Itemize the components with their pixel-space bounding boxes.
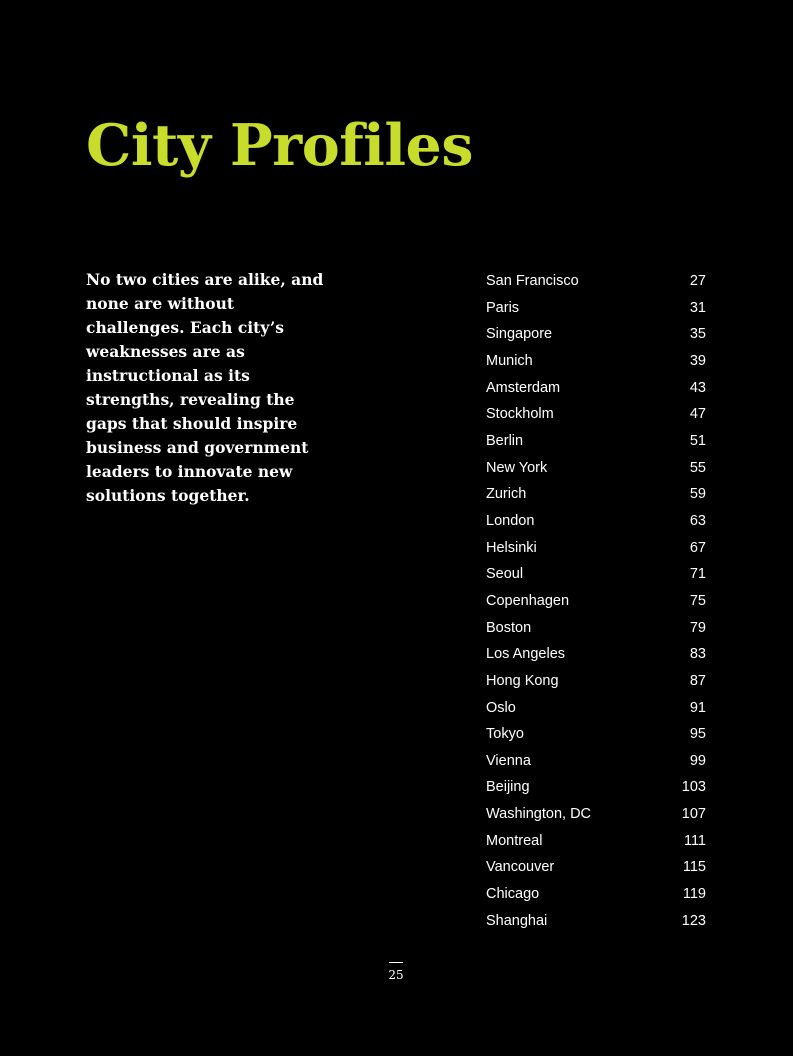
city-index xyxy=(486,268,706,934)
toc-page-number: 115 xyxy=(682,859,706,876)
toc-entry[interactable] xyxy=(486,348,706,375)
toc-page-number: 67 xyxy=(689,539,706,556)
toc-page-number: 103 xyxy=(681,779,706,796)
toc-page-number: 55 xyxy=(689,459,706,476)
toc-entry[interactable] xyxy=(486,615,706,642)
toc-entry[interactable] xyxy=(486,774,706,801)
toc-entry[interactable] xyxy=(486,321,706,348)
toc-city-name: Munich xyxy=(486,352,533,369)
toc-page-number: 31 xyxy=(689,299,706,316)
toc-city-name: New York xyxy=(486,459,548,476)
toc-city-name: Chicago xyxy=(486,886,540,903)
toc-city-name: Oslo xyxy=(486,699,516,716)
toc-entry[interactable] xyxy=(486,668,706,695)
toc-entry[interactable] xyxy=(486,268,706,295)
toc-city-name: Hong Kong xyxy=(486,672,559,689)
page-title: City Profiles xyxy=(86,112,473,179)
toc-entry[interactable] xyxy=(486,854,706,881)
toc-city-name: Copenhagen xyxy=(486,592,570,609)
toc-entry[interactable] xyxy=(486,641,706,668)
toc-city-name: Vienna xyxy=(486,752,531,769)
toc-entry[interactable] xyxy=(486,401,706,428)
toc-entry[interactable] xyxy=(486,828,706,855)
toc-page-number: 27 xyxy=(689,273,706,289)
toc-city-name: Tokyo xyxy=(486,726,524,743)
toc-page-number: 75 xyxy=(689,592,706,609)
toc-page-number: 119 xyxy=(682,886,706,903)
toc-page-number: 79 xyxy=(689,619,706,636)
toc-city-name: Zurich xyxy=(486,486,527,503)
toc-page-number: 39 xyxy=(689,352,706,369)
toc-city-name: Singapore xyxy=(486,326,553,343)
toc-entry[interactable] xyxy=(486,481,706,508)
toc-page-number: 51 xyxy=(689,432,706,449)
toc-city-name: Amsterdam xyxy=(486,379,561,396)
toc-entry[interactable] xyxy=(486,881,706,908)
toc-entry[interactable] xyxy=(486,561,706,588)
toc-page-number: 71 xyxy=(689,566,706,583)
toc-city-name: San Francisco xyxy=(486,273,579,289)
toc-city-name: Paris xyxy=(486,299,520,316)
toc-page-number: 123 xyxy=(681,912,706,929)
toc-page-number: 95 xyxy=(689,726,706,743)
toc-page-number: 35 xyxy=(689,326,706,343)
toc-page-number: 47 xyxy=(689,406,706,423)
toc-entry[interactable] xyxy=(486,588,706,615)
toc-page-number: 99 xyxy=(689,752,706,769)
toc-city-name: Los Angeles xyxy=(486,646,566,663)
toc-city-name: Berlin xyxy=(486,432,524,449)
page-number: 25 xyxy=(388,968,404,982)
toc-page-number: 59 xyxy=(689,486,706,503)
toc-entry[interactable] xyxy=(486,295,706,322)
toc-entry[interactable] xyxy=(486,721,706,748)
toc-page-number: 63 xyxy=(689,512,706,529)
toc-city-name: Beijing xyxy=(486,779,530,796)
toc-page-number: 43 xyxy=(689,379,706,396)
toc-city-name: Shanghai xyxy=(486,912,548,929)
toc-city-name: Stockholm xyxy=(486,406,554,423)
toc-city-name: Seoul xyxy=(486,566,524,583)
toc-city-name: Washington, DC xyxy=(486,806,592,823)
toc-entry[interactable] xyxy=(486,748,706,775)
page-footer xyxy=(376,962,416,982)
toc-entry[interactable] xyxy=(486,375,706,402)
intro-paragraph: No two cities are alike, and none are without challenges. Each city’s weaknesses are as instructional as its strengths, revealing the gaps that should inspire business and government leaders to innovate new solutions together. xyxy=(86,270,324,505)
folio-rule xyxy=(389,962,403,963)
toc-entry[interactable] xyxy=(486,535,706,562)
toc-page-number: 107 xyxy=(681,806,706,823)
toc-city-name: London xyxy=(486,512,535,529)
toc-entry[interactable] xyxy=(486,908,706,935)
toc-city-name: Vancouver xyxy=(486,859,555,876)
toc-page-number: 91 xyxy=(689,699,706,716)
toc-entry[interactable] xyxy=(486,508,706,535)
toc-city-name: Boston xyxy=(486,619,532,636)
toc-entry[interactable] xyxy=(486,695,706,722)
toc-city-name: Montreal xyxy=(486,832,543,849)
toc-entry[interactable] xyxy=(486,428,706,455)
toc-page-number: 87 xyxy=(689,672,706,689)
toc-page-number: 83 xyxy=(689,646,706,663)
toc-entry[interactable] xyxy=(486,455,706,482)
toc-page-number: 111 xyxy=(683,832,706,849)
toc-entry[interactable] xyxy=(486,801,706,828)
toc-city-name: Helsinki xyxy=(486,539,537,556)
